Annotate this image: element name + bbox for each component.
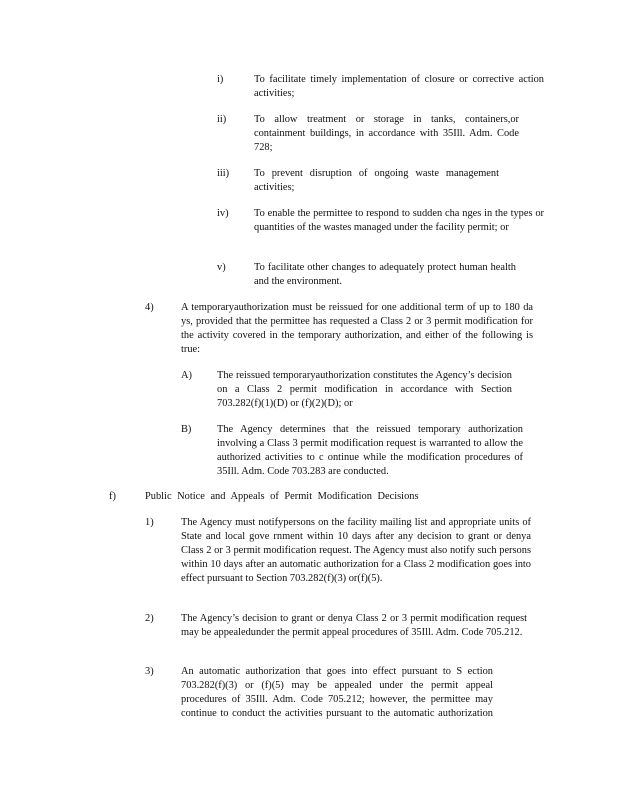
list-marker: B)	[181, 424, 192, 435]
list-item-text: The Agency’s decision to grant or denya Class 2 or 3 permit modification request may be appealedunder the permit appeal procedures of 35Ill. Adm. Code 705.212.	[181, 613, 527, 638]
list-item-text: The Agency determines that the reissued temporary authorization involving a Class 3 permit modification request is warranted to allow the authorized activities to c ontinue while the modification procedures of 35Ill. Adm. Code 703.283 are conducted.	[217, 424, 523, 477]
list-marker: iv)	[217, 208, 229, 219]
list-item-text: To allow treatment or storage in tanks, containers,or containment buildings, in accordance with 35Ill. Adm. Code 728;	[254, 114, 519, 153]
list-marker: ii)	[217, 114, 227, 125]
list-marker: iii)	[217, 168, 230, 179]
list-marker: 3)	[145, 666, 154, 677]
list-item-text: A temporaryauthorization must be reissued for one additional term of up to 180 da ys, provided that the permittee has requested a Class 2 or 3 permit modification for the activity covered in the temporary authorization, and either of the following is true:	[181, 302, 533, 355]
list-item-text: To prevent disruption of ongoing waste management activities;	[254, 168, 499, 193]
list-item-text: To facilitate other changes to adequately protect human health and the environment.	[254, 262, 516, 287]
list-marker: v)	[217, 262, 226, 273]
list-item-text: To facilitate timely implementation of closure or corrective action activities;	[254, 74, 544, 99]
list-marker: 1)	[145, 517, 154, 528]
section-heading: Public Notice and Appeals of Permit Modification Decisions	[145, 491, 419, 502]
list-item-text: An automatic authorization that goes into effect pursuant to S ection 703.282(f)(3) or (f)(5) may be appealed under the permit appeal procedures of 35Ill. Adm. Code 705.212; however, the permittee may continue to conduct the activities pursuant to the automatic authorization	[181, 666, 493, 719]
list-item-text: To enable the permittee to respond to sudden cha nges in the types or quantities of the wastes managed under the facility permit; or	[254, 208, 544, 233]
section-marker: f)	[109, 491, 116, 502]
list-item-text: The Agency must notifypersons on the facility mailing list and appropriate units of State and local gove rnment within 10 days after any decision to grant or denya Class 2 or 3 permit modification request. The Agency must also notify such persons within 10 days after an automatic authorization for a Class 2 modification goes into effect pursuant to Section 703.282(f)(3) or(f)(5).	[181, 517, 531, 584]
list-marker: 4)	[145, 302, 154, 313]
list-marker: 2)	[145, 613, 154, 624]
list-marker: A)	[181, 370, 192, 381]
list-marker: i)	[217, 74, 224, 85]
list-item-text: The reissued temporaryauthorization constitutes the Agency’s decision on a Class 2 permit modification in accordance with Section 703.282(f)(1)(D) or (f)(2)(D); or	[217, 370, 512, 409]
